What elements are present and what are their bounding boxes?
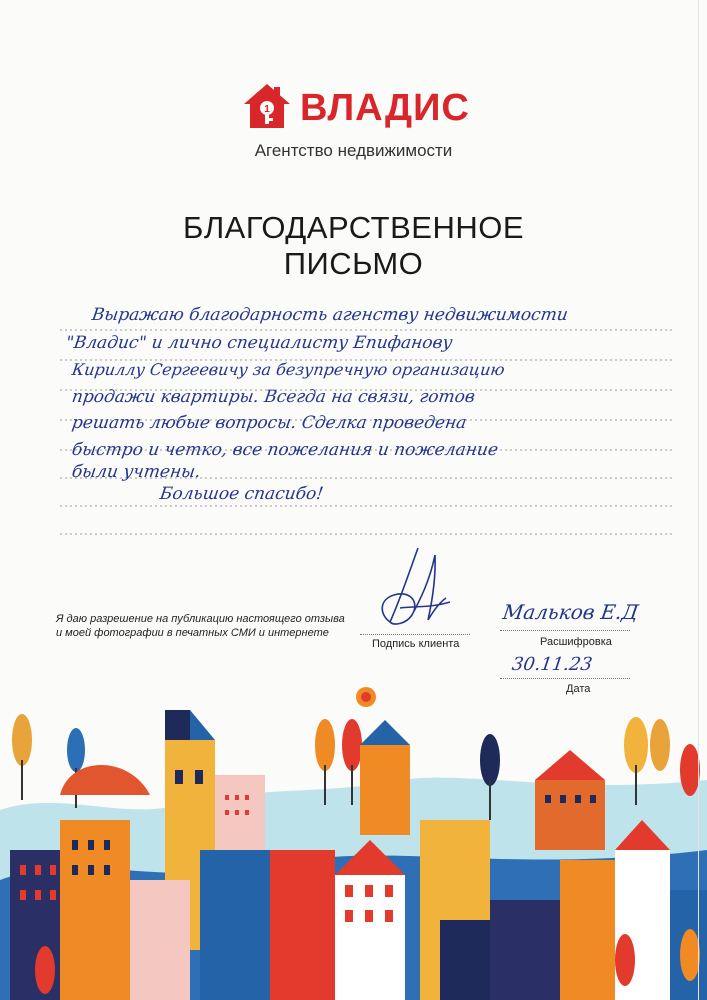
consent-line-2: и моей фотографии в печатных СМИ и интернете bbox=[56, 627, 329, 639]
handwriting-line-8: Большое спасибо! bbox=[158, 484, 325, 504]
svg-text:1: 1 bbox=[264, 104, 270, 115]
decoding-line bbox=[500, 630, 630, 631]
page-edge bbox=[698, 0, 699, 1000]
date-value: 30.11.23 bbox=[510, 654, 594, 675]
title-line-2: ПИСЬМО bbox=[283, 246, 424, 281]
handwriting-line-2: "Владис" и лично специалисту Епифанову bbox=[64, 333, 454, 353]
publication-consent bbox=[56, 612, 356, 640]
handwriting-line-5: решать любые вопросы. Сделка проведена bbox=[70, 413, 468, 433]
date-caption: Дата bbox=[566, 683, 591, 695]
handwriting-line-6: быстро и четко, все пожелания и пожелание bbox=[70, 440, 500, 460]
decoding-value: Мальков Е.Д bbox=[501, 600, 640, 624]
title-line-1: БЛАГОДАРСТВЕННОЕ bbox=[182, 210, 525, 245]
city-illustration bbox=[0, 700, 707, 1000]
decoding-caption: Расшифровка bbox=[540, 636, 612, 648]
signature-line bbox=[360, 634, 470, 635]
house-key-icon bbox=[244, 84, 290, 128]
letter-title bbox=[0, 210, 707, 282]
brand-name: ВЛАДИС bbox=[300, 87, 470, 129]
signature-caption: Подпись клиента bbox=[372, 638, 460, 650]
handwriting-line-3: Кириллу Сергеевичу за безупречную организацию bbox=[70, 360, 506, 379]
handwriting-line-7: были учтены. bbox=[70, 462, 202, 482]
tagline: Агентство недвижимости bbox=[254, 141, 453, 160]
handwriting-line-4: продажи квартиры. Всегда на связи, готов bbox=[70, 387, 477, 407]
date-line bbox=[500, 678, 630, 679]
handwriting-line-1: Выражаю благодарность агенству недвижимости bbox=[90, 305, 570, 325]
vladis-logo bbox=[238, 84, 468, 128]
consent-line-1: Я даю разрешение на публикацию настоящего отзыва bbox=[56, 613, 345, 625]
